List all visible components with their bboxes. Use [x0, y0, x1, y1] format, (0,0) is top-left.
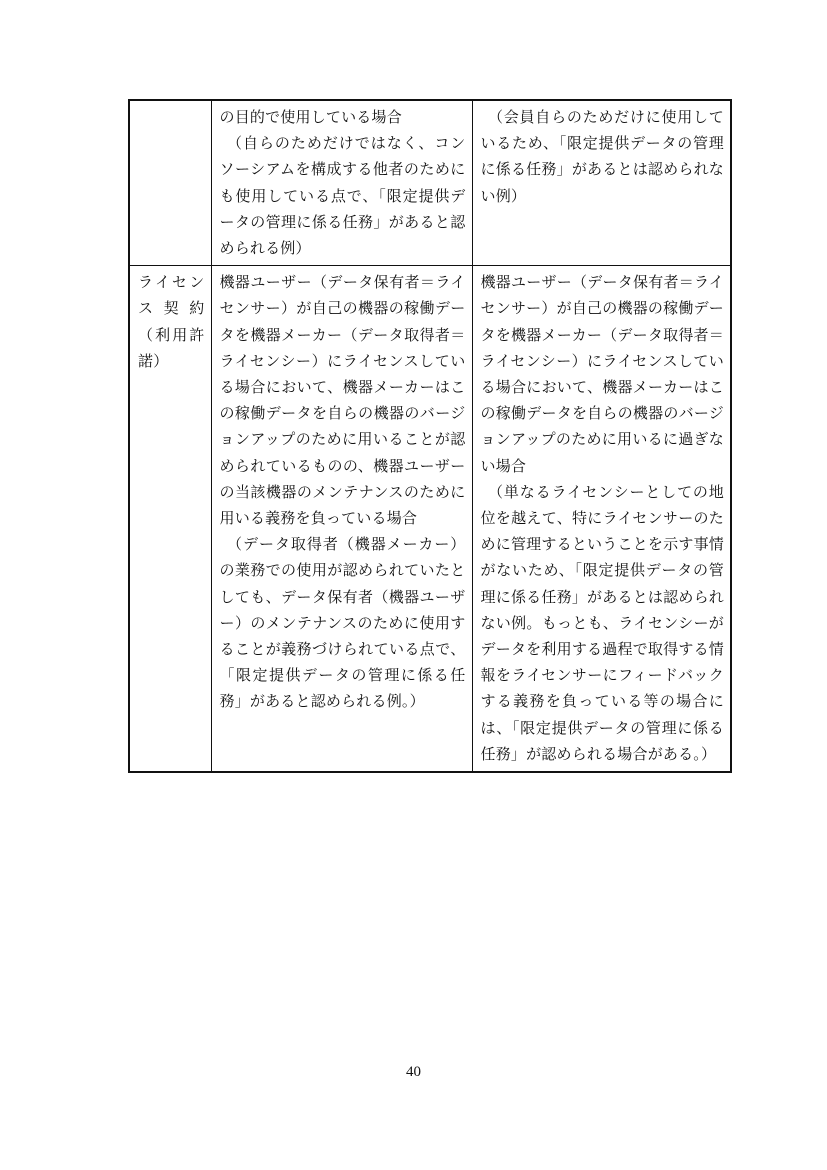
row-label-cell — [129, 100, 211, 266]
non-applicable-example-cell — [472, 266, 731, 772]
table-row — [129, 100, 731, 266]
table-row — [129, 266, 731, 772]
example-text: 機器ユーザー（データ保有者＝ライセンサー）が自己の機器の稼働データを機器メーカー（データ取得者＝ライセンシー）にライセンスしている場合において、機器メーカーはこの稼働データを自らの機器のバージョンアップのために用いることが認められているものの、機器ユーザーの当該機器のメンテナンスのために用いる義務を負っている場合 — [219, 273, 466, 528]
example-text: の目的で使用している場合 — [219, 108, 402, 126]
example-note: （単なるライセンシーとしての地位を越えて、特にライセンサーのために管理するということを示す事情がないため、「限定提供データの管理に係る任務」があるとは認められない例。もっとも、ライセンシーがデータを利用する過程で取得する情報をライセンサーにフィードバックする義務を負っている等の場合には、「限定提供データの管理に係る任務」が認められる場合がある。） — [480, 482, 724, 763]
applicable-example-cell — [211, 266, 472, 772]
row-label-cell — [129, 266, 211, 772]
examples-table — [128, 99, 732, 773]
example-text: 機器ユーザー（データ保有者＝ライセンサー）が自己の機器の稼働データを機器メーカー（データ取得者＝ライセンシー）にライセンスしている場合において、機器メーカーはこの稼働データを自らの機器のバージョンアップのために用いるに過ぎない場合 — [480, 273, 724, 475]
page-number: 40 — [406, 1064, 421, 1080]
non-applicable-example-cell — [472, 100, 731, 266]
example-note: （データ取得者（機器メーカー）の業務での使用が認められていたとしても、データ保有者（機器ユーザー）のメンテナンスのために使用することが義務づけられている点で、「限定提供データの管理に係る任務」があると認められる例。） — [219, 535, 466, 711]
row-label: ライセンス契約（利用許諾） — [138, 273, 205, 370]
example-note: （自らのためだけではなく、コンソーシアムを構成する他者のためにも使用している点で、「限定提供データの管理に係る任務」があると認められる例） — [219, 134, 466, 258]
applicable-example-cell — [211, 100, 472, 266]
example-note: （会員自らのためだけに使用しているため、「限定提供データの管理に係る任務」があるとは認められない例） — [480, 108, 724, 205]
